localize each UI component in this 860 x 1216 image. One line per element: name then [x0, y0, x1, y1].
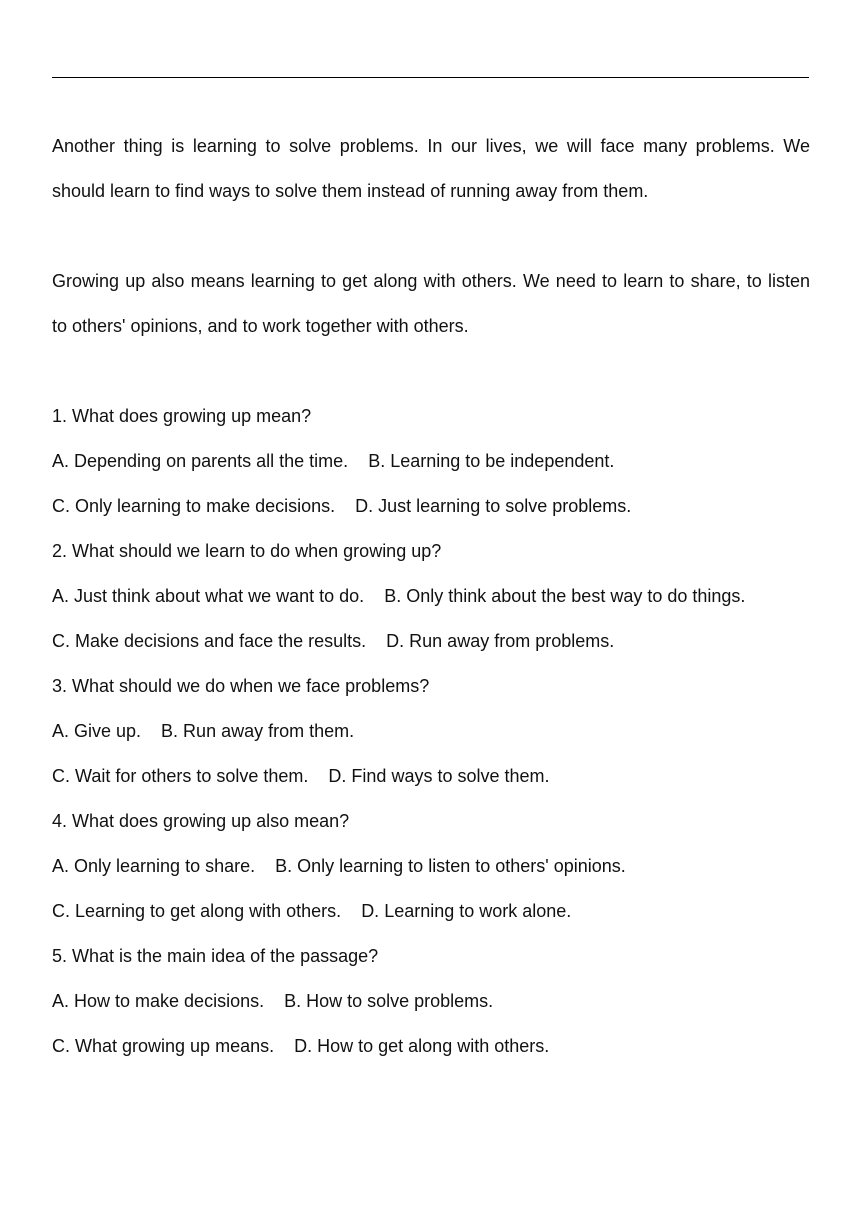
question-2	[52, 529, 810, 664]
options-row	[52, 709, 810, 754]
options-row	[52, 979, 810, 1024]
option-b: B. Learning to be independent.	[368, 451, 615, 471]
question-stem: 5. What is the main idea of the passage?	[52, 946, 379, 966]
passage-paragraph-2: Growing up also means learning to get along with others. We need to learn to share, to listen to others' opinions, and to work together with others.	[52, 271, 810, 336]
question-5	[52, 934, 810, 1069]
option-d: D. How to get along with others.	[294, 1036, 550, 1056]
question-stem: 1. What does growing up mean?	[52, 406, 312, 426]
option-b: B. Only think about the best way to do things.	[384, 586, 746, 606]
option-d: D. Just learning to solve problems.	[355, 496, 632, 516]
options-row	[52, 619, 810, 664]
option-c: C. Learning to get along with others.	[52, 901, 342, 921]
options-row	[52, 484, 810, 529]
header-rule	[52, 77, 809, 78]
option-d: D. Find ways to solve them.	[328, 766, 550, 786]
options-row	[52, 844, 810, 889]
options-row	[52, 439, 810, 484]
question-stem: 3. What should we do when we face problems?	[52, 676, 430, 696]
option-d: D. Run away from problems.	[386, 631, 615, 651]
option-a: A. Just think about what we want to do.	[52, 586, 365, 606]
question-stem: 2. What should we learn to do when growing up?	[52, 541, 442, 561]
paragraph-gap	[52, 349, 810, 394]
options-row	[52, 574, 810, 619]
option-a: A. Only learning to share.	[52, 856, 256, 876]
paragraph-gap	[52, 214, 810, 259]
options-row	[52, 1024, 810, 1069]
passage-paragraph-1: Another thing is learning to solve problems. In our lives, we will face many problems. We should learn to find ways to solve them instead of running away from them.	[52, 136, 810, 201]
option-c: C. Make decisions and face the results.	[52, 631, 367, 651]
option-a: A. Give up.	[52, 721, 142, 741]
option-b: B. Only learning to listen to others' opinions.	[275, 856, 626, 876]
question-4	[52, 799, 810, 934]
options-row	[52, 889, 810, 934]
document-body	[52, 124, 810, 1069]
option-d: D. Learning to work alone.	[361, 901, 572, 921]
options-row	[52, 754, 810, 799]
question-1	[52, 394, 810, 529]
option-b: B. How to solve problems.	[284, 991, 494, 1011]
option-c: C. Wait for others to solve them.	[52, 766, 309, 786]
question-stem: 4. What does growing up also mean?	[52, 811, 350, 831]
option-b: B. Run away from them.	[161, 721, 355, 741]
option-a: A. Depending on parents all the time.	[52, 451, 349, 471]
option-c: C. Only learning to make decisions.	[52, 496, 336, 516]
option-c: C. What growing up means.	[52, 1036, 275, 1056]
question-3	[52, 664, 810, 799]
option-a: A. How to make decisions.	[52, 991, 265, 1011]
